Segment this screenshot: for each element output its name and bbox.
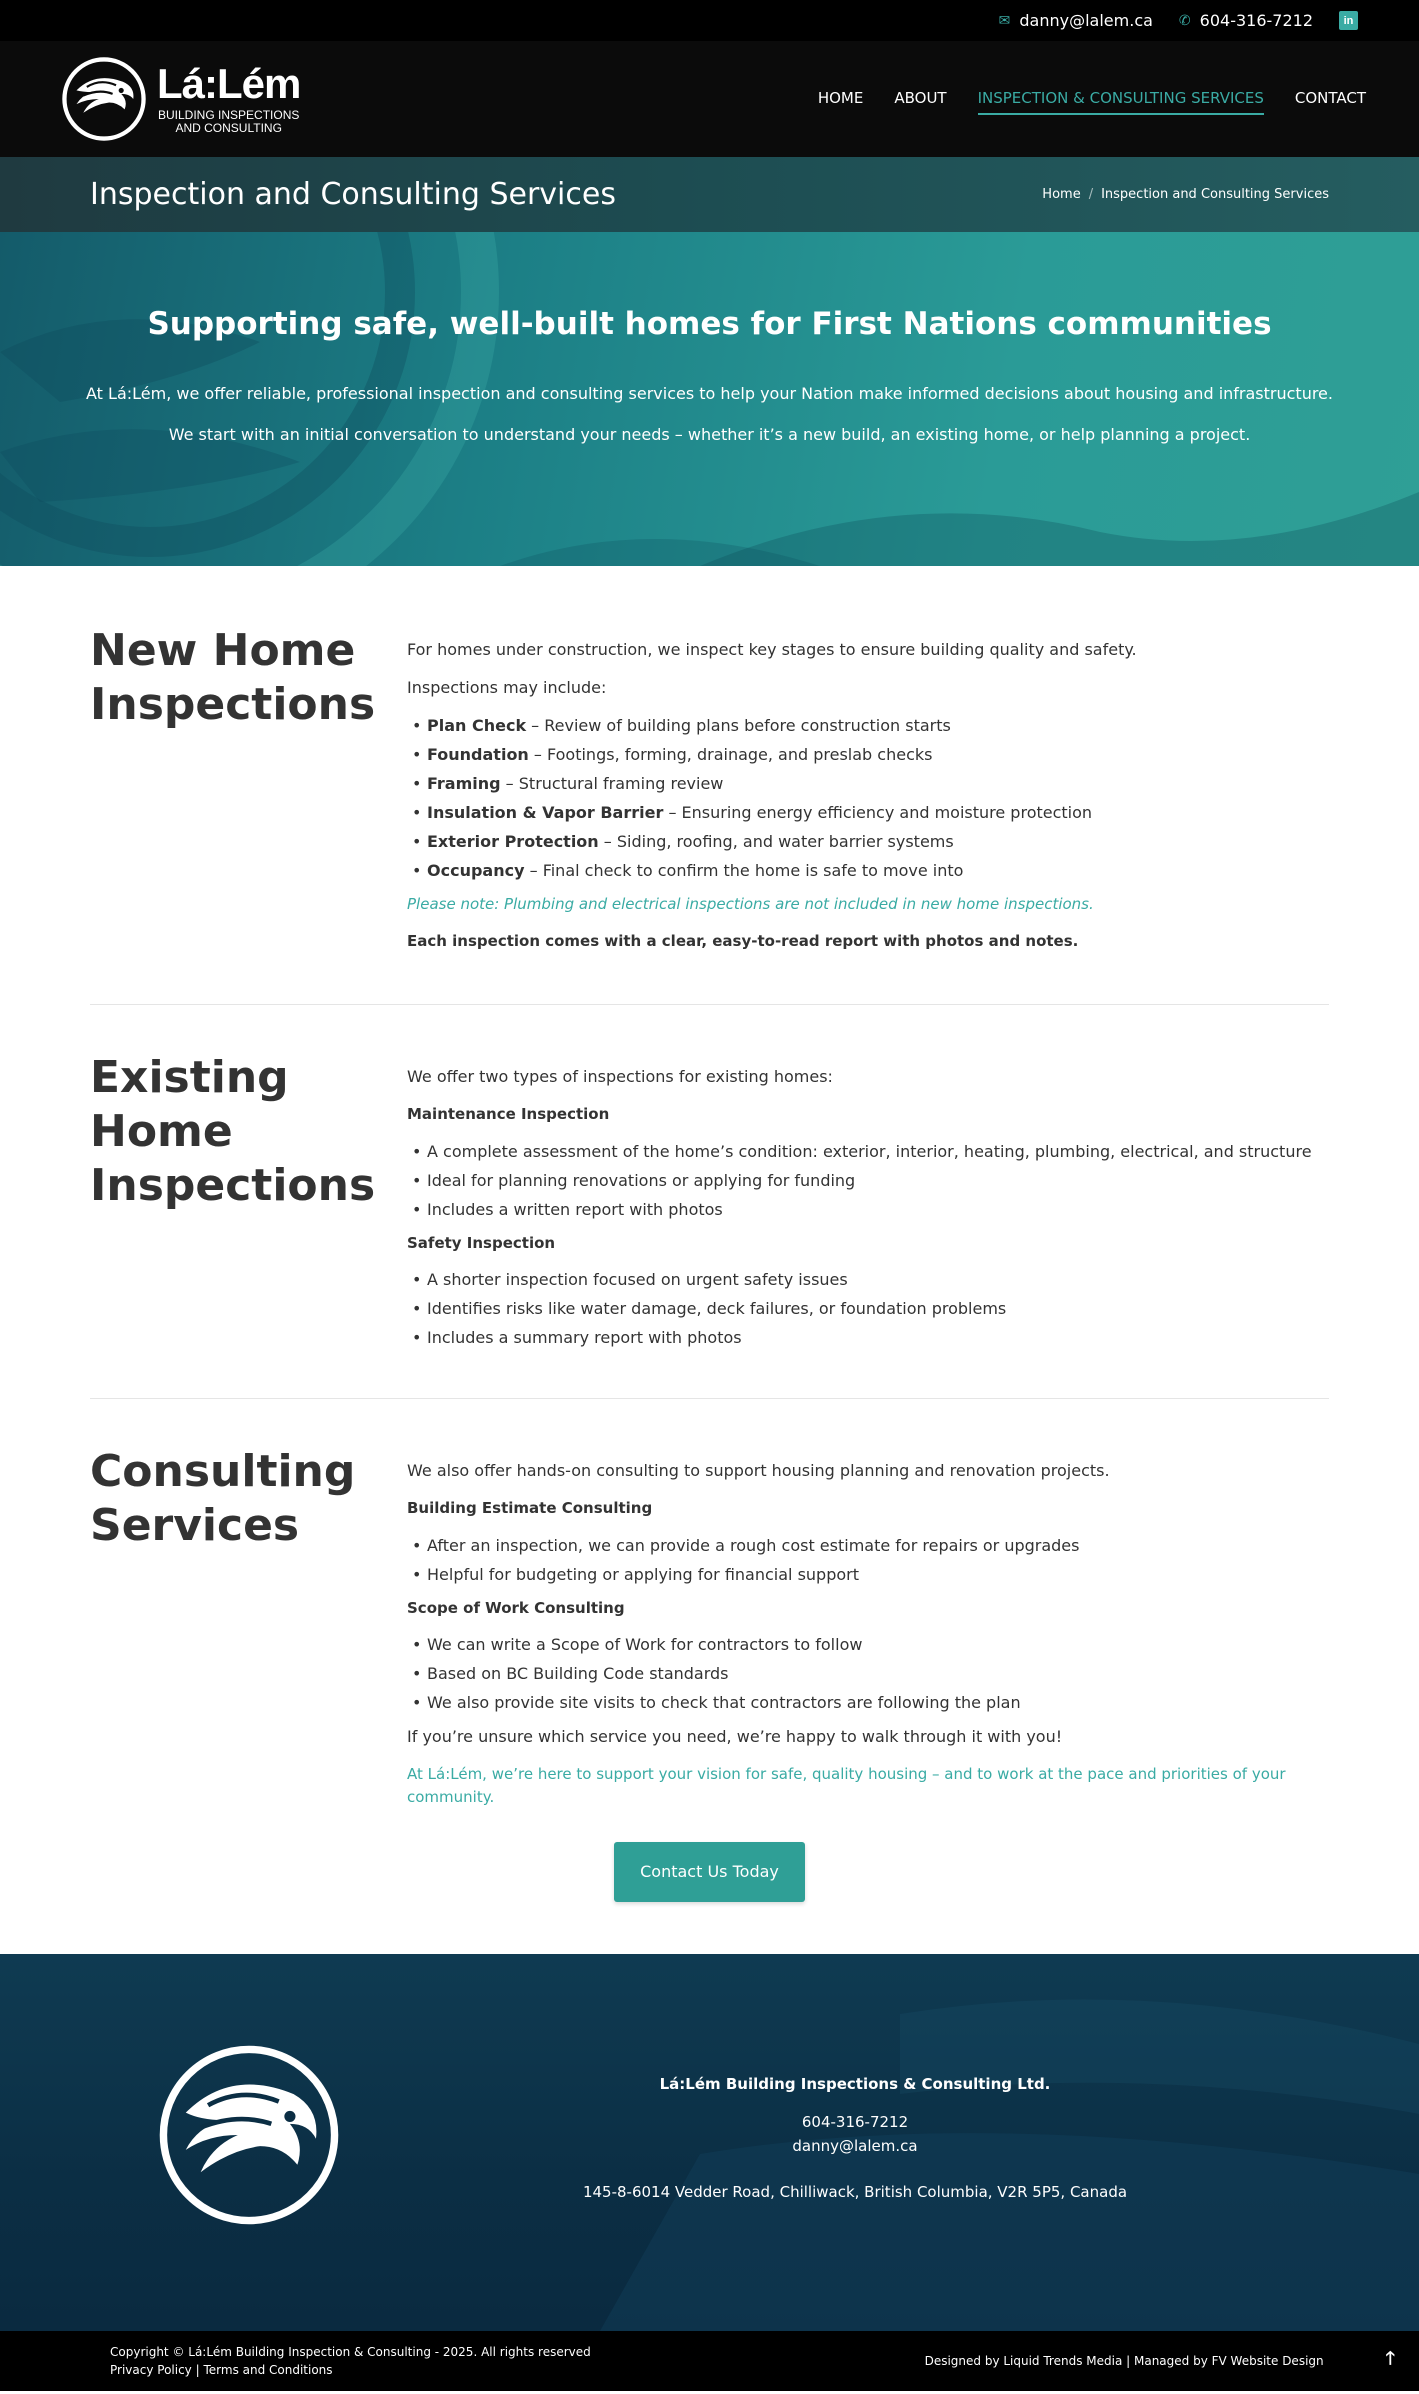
nav-about[interactable]: ABOUT [894, 89, 947, 107]
list-item: • After an inspection, we can provide a rough cost estimate for repairs or upgrades [407, 1534, 1329, 1558]
list-item: • Occupancy – Final check to confirm the home is safe to move into [407, 859, 1329, 883]
list-item: • Exterior Protection – Siding, roofing, and water barrier systems [407, 830, 1329, 854]
section-title-existing-home: Existing Home Inspections [90, 1052, 376, 1212]
list-item: • We can write a Scope of Work for contractors to follow [407, 1633, 1329, 1657]
logo-title: Lá:Lém [157, 59, 301, 107]
maintenance-title: Maintenance Inspection [407, 1105, 610, 1123]
site-header [0, 41, 1419, 157]
footer-company-name: Lá:Lém Building Inspections & Consulting Ltd. [659, 2075, 1051, 2093]
list-item: • Insulation & Vapor Barrier – Ensuring energy efficiency and moisture protection [407, 801, 1329, 825]
breadcrumb [1042, 187, 1329, 202]
logo-subtitle-2: AND CONSULTING [175, 121, 282, 135]
list-item: • Foundation – Footings, forming, drainage, and preslab checks [407, 743, 1329, 767]
new-home-section [90, 566, 1329, 1005]
footer-email-link[interactable]: danny@lalem.ca [792, 2137, 918, 2155]
list-item: • We also provide site visits to check that contractors are following the plan [407, 1691, 1329, 1715]
maintenance-list [407, 1140, 1329, 1222]
email-link[interactable] [999, 11, 1153, 30]
breadcrumb-separator: / [1088, 187, 1094, 202]
hero-banner [0, 232, 1419, 566]
footer-address: 145-8-6014 Vedder Road, Chilliwack, British Columbia, V2R 5P5, Canada [582, 2183, 1128, 2201]
phone-link[interactable] [1179, 11, 1313, 30]
new-home-note: Please note: Plumbing and electrical inspections are not included in new home inspections. [407, 895, 1094, 913]
hero-paragraph-2: We start with an initial conversation to understand your needs – whether it’s a new build, an existing home, or help planning a project. [168, 425, 1251, 444]
site-footer [0, 1954, 1419, 2331]
list-item: • Plan Check – Review of building plans before construction starts [407, 714, 1329, 738]
nav-services[interactable]: INSPECTION & CONSULTING SERVICES [978, 83, 1264, 115]
linkedin-icon[interactable]: in [1339, 11, 1358, 30]
consulting-unsure: If you’re unsure which service you need, we’re happy to walk through it with you! [407, 1727, 1063, 1746]
eagle-logo-icon [61, 56, 147, 142]
estimate-title: Building Estimate Consulting [407, 1499, 653, 1517]
estimate-list [407, 1534, 1329, 1587]
list-item: • Identifies risks like water damage, deck failures, or foundation problems [407, 1297, 1329, 1321]
eagle-logo-icon [156, 2042, 342, 2228]
list-item: • A shorter inspection focused on urgent safety issues [407, 1268, 1329, 1292]
scope-list [407, 1633, 1329, 1715]
main-content [0, 566, 1419, 1954]
scope-title: Scope of Work Consulting [407, 1598, 625, 1617]
hero-heading: Supporting safe, well-built homes for First Nations communities [147, 306, 1272, 342]
existing-home-intro: We offer two types of inspections for existing homes: [407, 1067, 833, 1086]
nav-home[interactable]: HOME [817, 89, 864, 107]
contact-us-button[interactable]: Contact Us Today [614, 1842, 805, 1902]
section-title-new-home: New Home Inspections [90, 625, 376, 731]
new-home-report: Each inspection comes with a clear, easy-to-read report with photos and notes. [407, 931, 1079, 950]
consulting-closing: At Lá:Lém, we’re here to support your vision for safe, quality housing – and to work at the pace and priorities of your community. [407, 1765, 1286, 1806]
privacy-policy-link[interactable]: Privacy Policy [110, 2363, 192, 2377]
consulting-section [90, 1399, 1329, 1954]
new-home-intro: For homes under construction, we inspect key stages to ensure building quality and safety. [407, 640, 1137, 659]
new-home-list [407, 714, 1329, 883]
safety-list [407, 1268, 1329, 1350]
bottom-bar [0, 2331, 1419, 2391]
footer-contact-info [540, 2072, 1170, 2204]
footer-phone-link[interactable]: 604-316-7212 [801, 2113, 909, 2131]
consulting-intro: We also offer hands-on consulting to support housing planning and renovation projects. [407, 1461, 1110, 1480]
nav-contact[interactable]: CONTACT [1294, 89, 1366, 107]
safety-title: Safety Inspection [407, 1233, 556, 1252]
list-item: • Helpful for budgeting or applying for financial support [407, 1563, 1329, 1587]
envelope-icon: ✉ [998, 12, 1011, 29]
page-title-bar [0, 157, 1419, 232]
new-home-list-intro: Inspections may include: [407, 678, 607, 697]
phone-icon: ✆ [1178, 12, 1191, 29]
top-contact-bar [0, 0, 1419, 41]
list-item: • A complete assessment of the home’s condition: exterior, interior, heating, plumbing, electrical, and structure [407, 1140, 1329, 1164]
page-title: Inspection and Consulting Services [90, 177, 616, 212]
terms-link[interactable]: Terms and Conditions [203, 2363, 333, 2377]
copyright-text: Copyright © Lá:Lém Building Inspection & Consulting - 2025. All rights reserved [110, 2345, 591, 2359]
footer-link-divider: | [195, 2363, 200, 2377]
logo-subtitle-1: BUILDING INSPECTIONS [158, 107, 300, 122]
list-item: • Based on BC Building Code standards [407, 1662, 1329, 1686]
list-item: • Includes a written report with photos [407, 1198, 1329, 1222]
credits-text: Designed by Liquid Trends Media | Managed by FV Website Design [924, 2354, 1324, 2368]
hero-paragraph-1: At Lá:Lém, we offer reliable, professional inspection and consulting services to help your Nation make informed decisions about housing and infrastructure. [86, 384, 1333, 403]
existing-home-section [90, 1005, 1329, 1399]
main-nav [818, 83, 1366, 115]
phone-text: 604-316-7212 [1199, 11, 1313, 30]
breadcrumb-home[interactable]: Home [1042, 187, 1081, 202]
section-title-consulting: Consulting Services [90, 1446, 356, 1552]
list-item: • Ideal for planning renovations or applying for funding [407, 1169, 1329, 1193]
site-logo[interactable] [61, 56, 300, 142]
list-item: • Framing – Structural framing review [407, 772, 1329, 796]
list-item: • Includes a summary report with photos [407, 1326, 1329, 1350]
breadcrumb-current: Inspection and Consulting Services [1101, 187, 1329, 202]
email-text: danny@lalem.ca [1019, 11, 1153, 30]
arrow-up-icon[interactable]: 🡑 [1385, 2348, 1395, 2369]
